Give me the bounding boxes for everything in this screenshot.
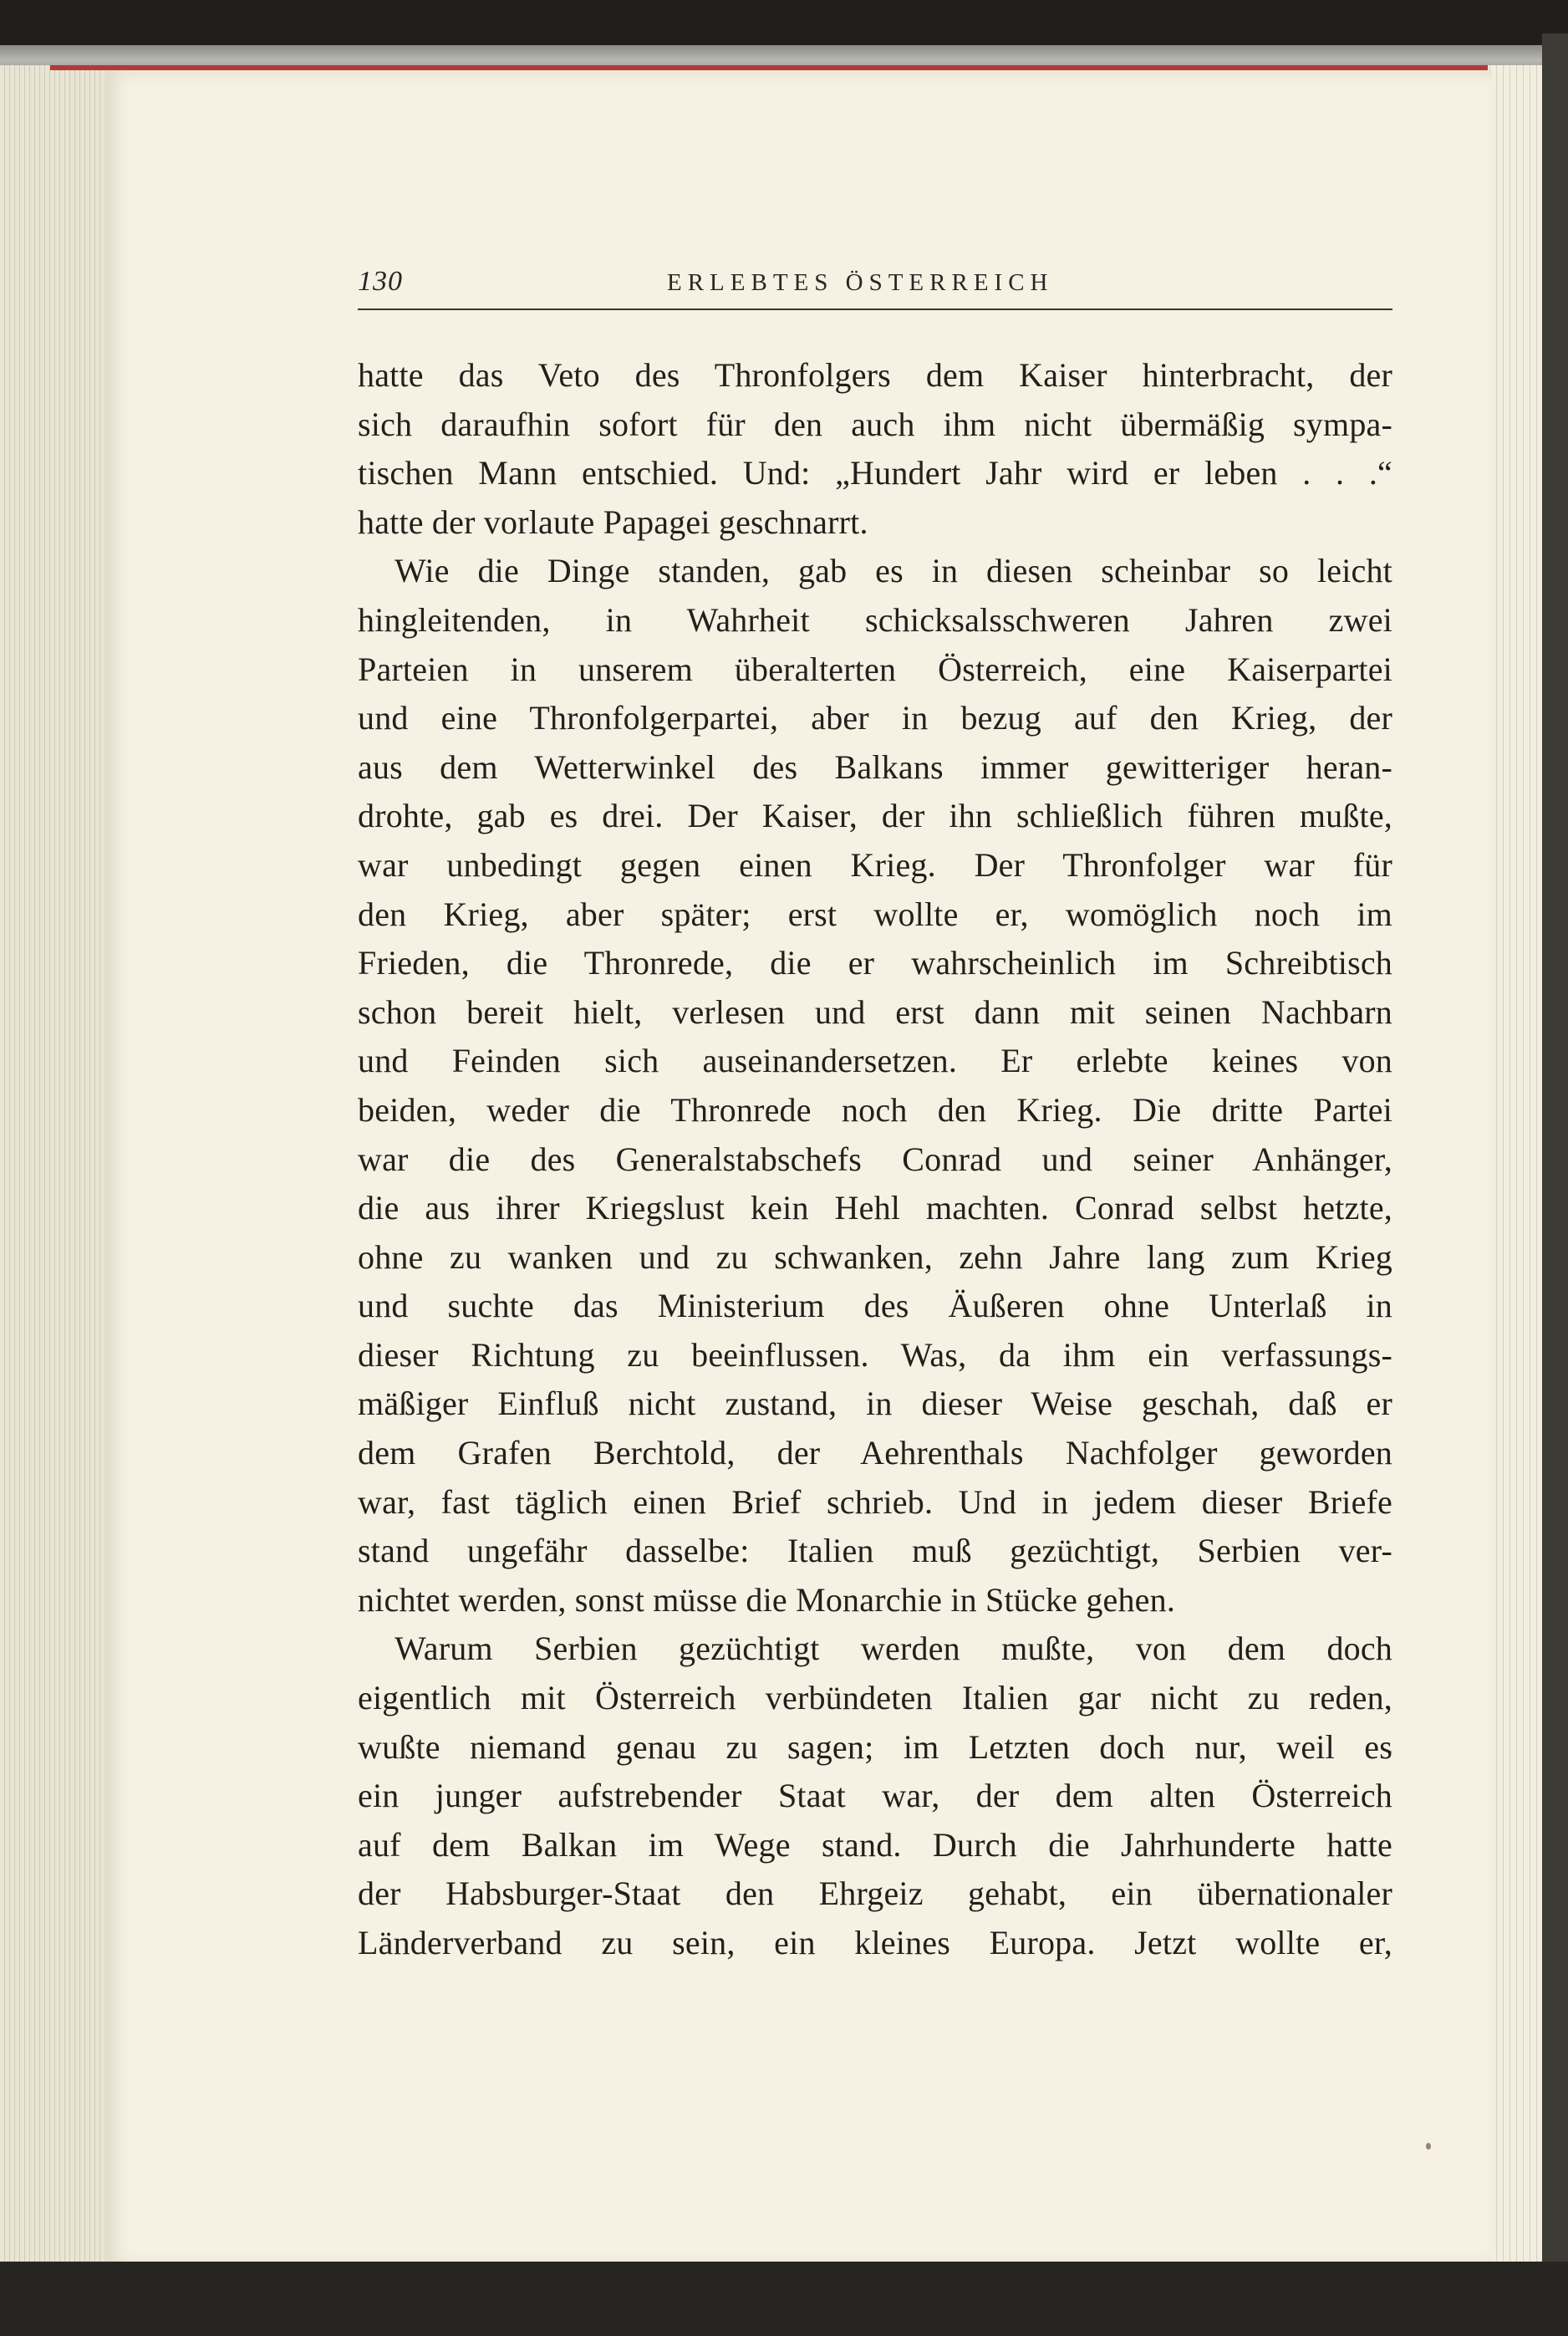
- text-line: dem Grafen Berchtold, der Aehrenthals Nachfolger geworden: [358, 1434, 1392, 1472]
- text-line: ein junger aufstrebender Staat war, der dem alten Österreich: [358, 1777, 1392, 1815]
- body-text: [358, 351, 1392, 1968]
- text-line: drohte, gab es drei. Der Kaiser, der ihn schließlich führen mußte,: [358, 797, 1392, 835]
- red-top-edge: [50, 65, 1488, 70]
- running-head: [358, 266, 1392, 309]
- text-line: dieser Richtung zu beeinflussen. Was, da ihm ein verfassungs-: [358, 1335, 1392, 1374]
- speck: [1426, 2143, 1431, 2150]
- right-page-edges: [1484, 65, 1542, 2264]
- text-line: die aus ihrer Kriegslust kein Hehl machten. Conrad selbst hetzte,: [358, 1189, 1392, 1227]
- text-line: beiden, weder die Thronrede noch den Krieg. Die dritte Partei: [358, 1090, 1392, 1129]
- text-line: hingleitenden, in Wahrheit schicksalsschweren Jahren zwei: [358, 600, 1392, 639]
- header-rule: [358, 309, 1392, 310]
- text-line: und Feinden sich auseinandersetzen. Er erlebte keines von: [358, 1042, 1392, 1080]
- text-line: Länderverband zu sein, ein kleines Europa. Jetzt wollte er,: [358, 1924, 1392, 1961]
- text-line: war unbedingt gegen einen Krieg. Der Thronfolger war für: [358, 845, 1392, 884]
- text-line: mäßiger Einfluß nicht zustand, in dieser Weise geschah, daß er: [358, 1385, 1392, 1423]
- text-line: war die des Generalstabschefs Conrad und seiner Anhänger,: [358, 1140, 1392, 1178]
- text-line: hatte der vorlaute Papagei geschnarrt.: [358, 502, 868, 541]
- text-line: tischen Mann entschied. Und: „Hundert Jahr wird er leben . . .“: [358, 454, 1392, 492]
- cover-top-band: [0, 0, 1568, 50]
- text-line: Parteien in unserem überalterten Österreich, eine Kaiserpartei: [358, 650, 1392, 688]
- text-line: wußte niemand genau zu sagen; im Letzten doch nur, weil es: [358, 1727, 1392, 1766]
- text-line: war, fast täglich einen Brief schrieb. Und in jedem dieser Briefe: [358, 1482, 1392, 1521]
- text-line: hatte das Veto des Thronfolgers dem Kaiser hinterbracht, der: [358, 356, 1392, 394]
- page-number: 130: [358, 266, 403, 297]
- text-line: Wie die Dinge standen, gab es in diesen scheinbar so leicht: [395, 552, 1392, 590]
- text-line: sich daraufhin sofort für den auch ihm nicht übermäßig sympa-: [358, 405, 1392, 443]
- text-line: und suchte das Ministerium des Äußeren ohne Unterlaß in: [358, 1287, 1392, 1325]
- left-page-edges: [0, 65, 113, 2264]
- bottom-band: [0, 2262, 1568, 2336]
- text-line: der Habsburger-Staat den Ehrgeiz gehabt, ein übernationaler: [358, 1874, 1392, 1913]
- text-line: ohne zu wanken und zu schwanken, zehn Jahre lang zum Krieg: [358, 1237, 1392, 1276]
- text-line: Warum Serbien gezüchtigt werden mußte, von dem doch: [395, 1630, 1392, 1668]
- text-line: stand ungefähr dasselbe: Italien muß gezüchtigt, Serbien ver-: [358, 1532, 1392, 1570]
- text-line: Frieden, die Thronrede, die er wahrscheinlich im Schreibtisch: [358, 944, 1392, 982]
- right-cover-edge: [1542, 33, 1568, 2291]
- text-line: schon bereit hielt, verlesen und erst dann mit seinen Nachbarn: [358, 992, 1392, 1031]
- text-line: und eine Thronfolgerpartei, aber in bezug auf den Krieg, der: [358, 699, 1392, 737]
- text-line: aus dem Wetterwinkel des Balkans immer gewitteriger heran-: [358, 747, 1392, 786]
- running-title: ERLEBTES ÖSTERREICH: [667, 269, 1054, 296]
- text-line: nichtet werden, sonst müsse die Monarchie in Stücke gehen.: [358, 1580, 1176, 1619]
- text-line: eigentlich mit Österreich verbündeten Italien gar nicht zu reden,: [358, 1679, 1392, 1717]
- text-line: den Krieg, aber später; erst wollte er, womöglich noch im: [358, 895, 1392, 933]
- text-line: auf dem Balkan im Wege stand. Durch die Jahrhunderte hatte: [358, 1825, 1392, 1864]
